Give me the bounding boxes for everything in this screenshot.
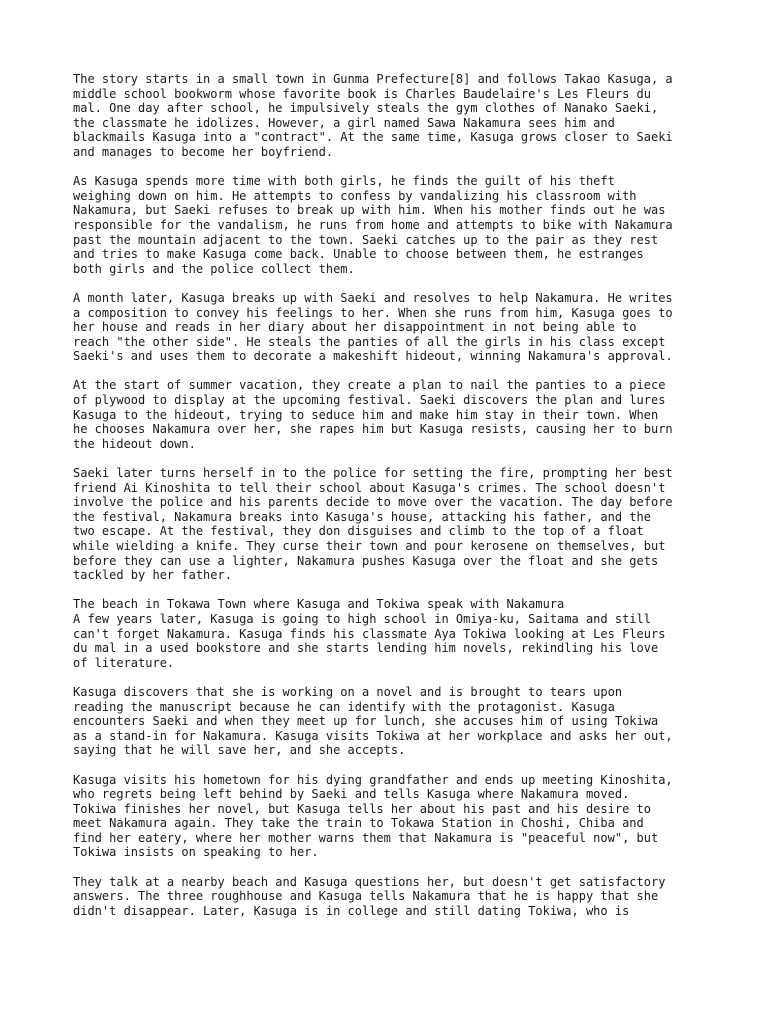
paragraph-beach: They talk at a nearby beach and Kasuga questions her, but doesn't get satisfactory answers. The three roughhouse and Kasuga tells Nakamura that he is happy that she didn't disappear. Later, Kasuga is in college and still dating Tokiwa, who is bbox=[73, 874, 666, 918]
paragraph-festival: Saeki later turns herself in to the police for setting the fire, prompting her best friend Ai Kinoshita to tell their school about Kasuga's crimes. The school doesn't involve the police and his parents decide to move over the vacation. The day before the festival, Nakamura breaks into Kasuga's house, attacking his father, and the two escape. At the festival, they don disguises and climb to the top of a float while wielding a knife. They curse their town and pour kerosene on themselves, but before they can use a lighter, Nakamura pushes Kasuga over the float and she gets tackled by her father. bbox=[73, 466, 673, 583]
paragraph-summer-vacation: At the start of summer vacation, they create a plan to nail the panties to a piece of plywood to display at the upcoming festival. Saeki discovers the plan and lures Kasuga to the hideout, trying to seduce him and make him stay in their town. When he chooses Nakamura over her, she rapes him but Kasuga resists, causing her to burn the hideout down. bbox=[73, 378, 673, 451]
paragraph-story-start: The story starts in a small town in Gunma Prefecture[8] and follows Takao Kasuga, a middle school bookworm whose favorite book is Charles Baudelaire's Les Fleurs du mal. One day after school, he impulsively steals the gym clothes of Nanako Saeki, the classmate he idolizes. However, a girl named Sawa Nakamura sees him and blackmails Kasuga into a "contract". At the same time, Kasuga grows closer to Saeki and manages to become her boyfriend. bbox=[73, 72, 673, 159]
paragraph-hometown: Kasuga visits his hometown for his dying grandfather and ends up meeting Kinoshita, who regrets being left behind by Saeki and tells Kasuga where Nakamura moved. Tokiwa finishes her novel, but Kasuga tells her about his past and his desire to meet Nakamura again. They take the train to Tokawa Station in Choshi, Chiba and find her eatery, where her mother warns them that Nakamura is "peaceful now", but Tokiwa insists on speaking to her. bbox=[73, 772, 673, 860]
document-page bbox=[73, 72, 713, 933]
paragraph-guilt: As Kasuga spends more time with both girls, he finds the guilt of his theft weighing down on him. He attempts to confess by vandalizing his classroom with Nakamura, but Saeki refuses to break up with him. When his mother finds out he was responsible for the vandalism, he runs from home and attempts to bike with Nakamura past the mountain adjacent to the town. Saeki catches up to the pair as they rest and tries to make Kasuga come back. Unable to choose between them, he estranges both girls and the police collect them. bbox=[73, 174, 673, 276]
paragraph-novel: Kasuga discovers that she is working on a novel and is brought to tears upon reading the manuscript because he can identify with the protagonist. Kasuga encounters Saeki and when they meet up for lunch, she accuses him of using Tokiwa as a stand-in for Nakamura. Kasuga visits Tokiwa at her workplace and asks her out, saying that he will save her, and she accepts. bbox=[73, 684, 673, 758]
paragraph-years-later: The beach in Tokawa Town where Kasuga and Tokiwa speak with Nakamura A few years later, Kasuga is going to high school in Omiya-ku, Saitama and still can't forget Nakamura. Kasuga finds his classmate Aya Tokiwa looking at Les Fleurs du mal in a used bookstore and she starts lending him novels, rekindling his love of literature. bbox=[73, 597, 666, 670]
paragraph-month-later: A month later, Kasuga breaks up with Saeki and resolves to help Nakamura. He writes a composition to convey his feelings to her. When she runs from him, Kasuga goes to her house and reads in her diary about her disappointment in not being able to reach "the other side". He steals the panties of all the girls in his class except Saeki's and uses them to decorate a makeshift hideout, winning Nakamura's approval. bbox=[73, 290, 673, 364]
